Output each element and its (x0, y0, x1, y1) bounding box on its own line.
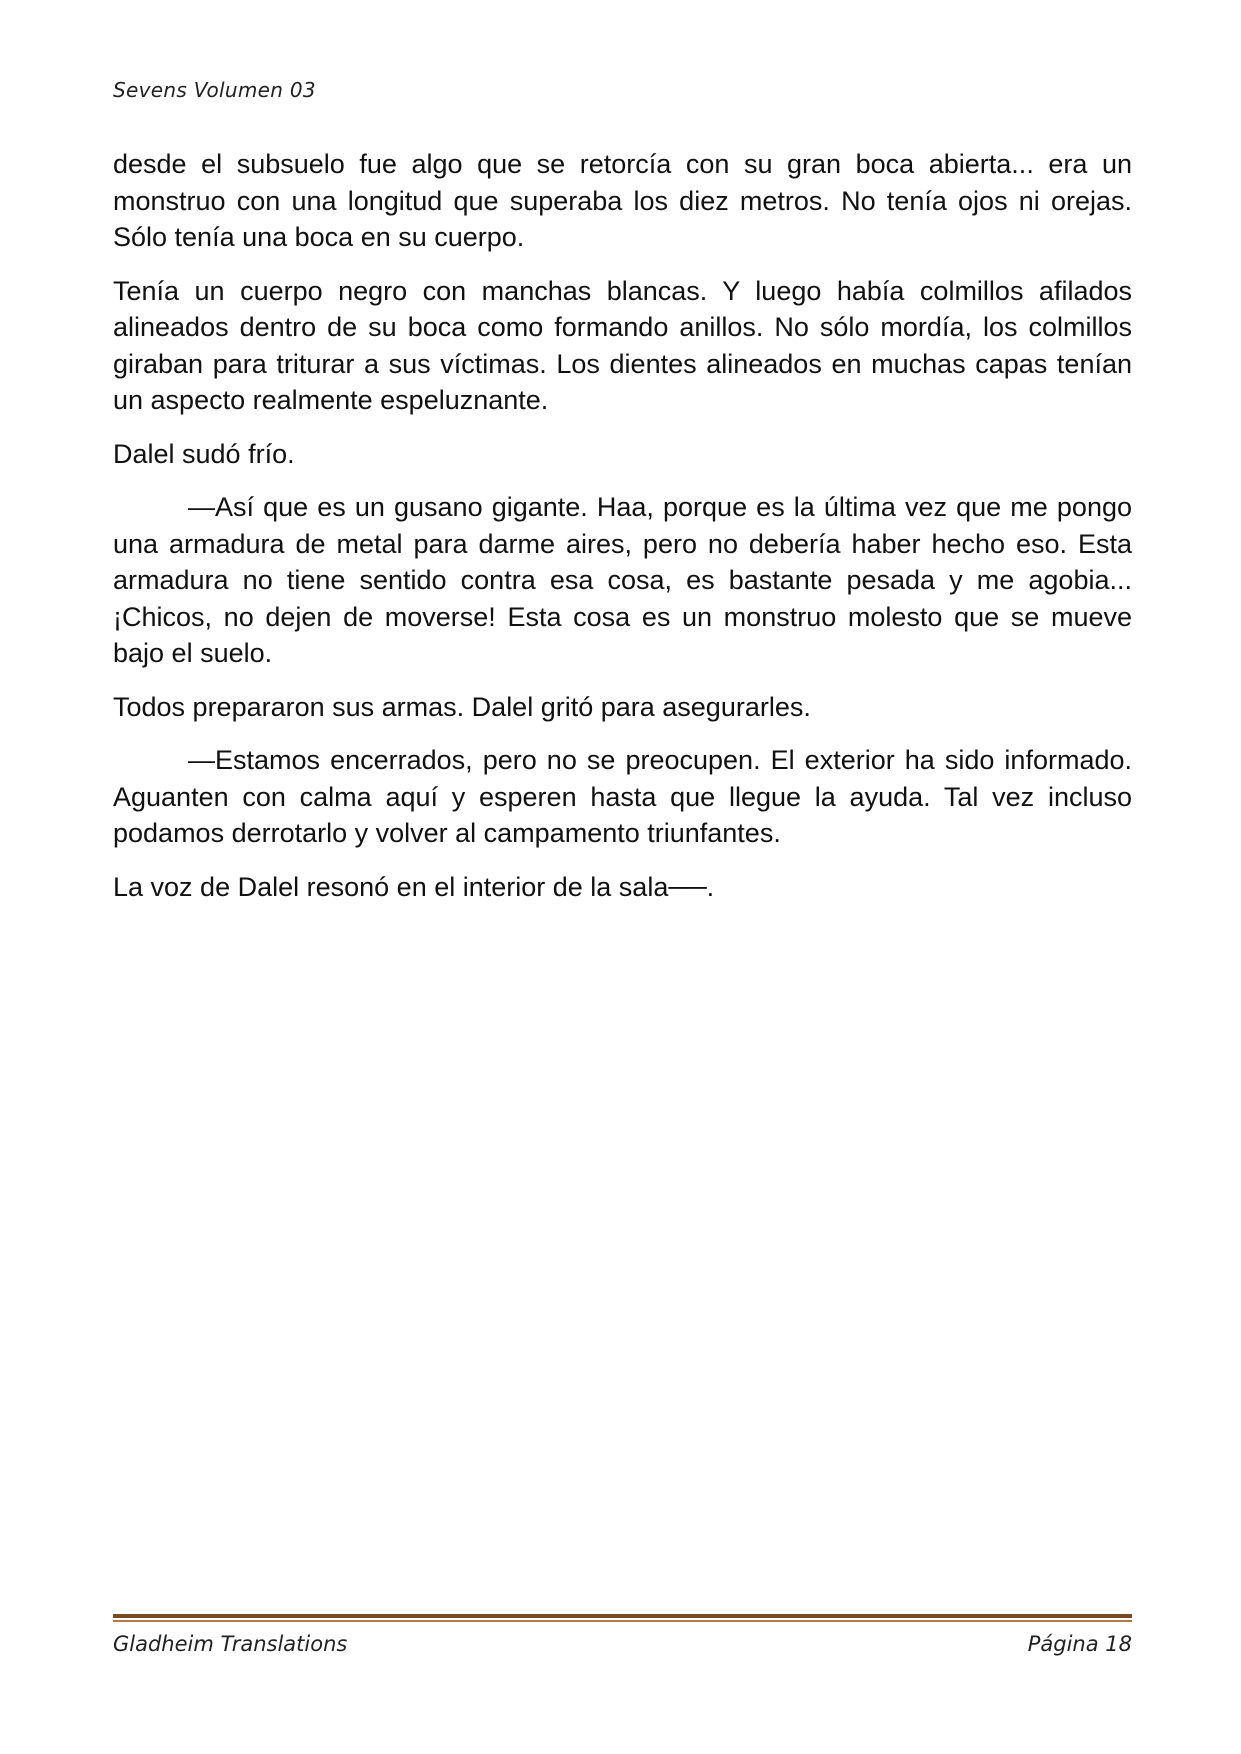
page-number: Página 18 (1027, 1632, 1132, 1656)
footer-publisher: Gladheim Translations (113, 1632, 348, 1656)
running-header: Sevens Volumen 03 (113, 78, 316, 102)
paragraph: Todos prepararon sus armas. Dalel gritó para asegurarles. (113, 691, 811, 722)
dialogue-paragraph: —Estamos encerrados, pero no se preocupen. El exterior ha sido informado. Aguanten con calma aquí y esperen hasta que llegue la ayuda. Tal vez incluso podamos derrotarlo y volver al campamento triunfantes. (113, 745, 1132, 848)
dialogue-paragraph: —Así que es un gusano gigante. Haa, porque es la última vez que me pongo una armadura de metal para darme aires, pero no debería haber hecho eso. Esta armadura no tiene sentido contra esa cosa, es bastante pesada y me agobia... ¡Chicos, no dejen de moverse! Esta cosa es un monstruo molesto que se mueve bajo el suelo. (113, 492, 1132, 668)
body-text (113, 146, 1132, 922)
footer-divider-thick (113, 1614, 1132, 1618)
paragraph: La voz de Dalel resonó en el interior de la sala──. (113, 871, 715, 902)
paragraph: desde el subsuelo fue algo que se retorcía con su gran boca abierta... era un monstruo con una longitud que superaba los diez metros. No tenía ojos ni orejas. Sólo tenía una boca en su cuerpo. (113, 149, 1132, 252)
paragraph: Dalel sudó frío. (113, 438, 295, 469)
footer-divider-thin (113, 1620, 1132, 1622)
footer-divider (113, 1614, 1132, 1622)
paragraph: Tenía un cuerpo negro con manchas blancas. Y luego había colmillos afilados alineados dentro de su boca como formando anillos. No sólo mordía, los colmillos giraban para triturar a sus víctimas. Los dientes alineados en muchas capas tenían un aspecto realmente espeluznante. (113, 275, 1132, 415)
